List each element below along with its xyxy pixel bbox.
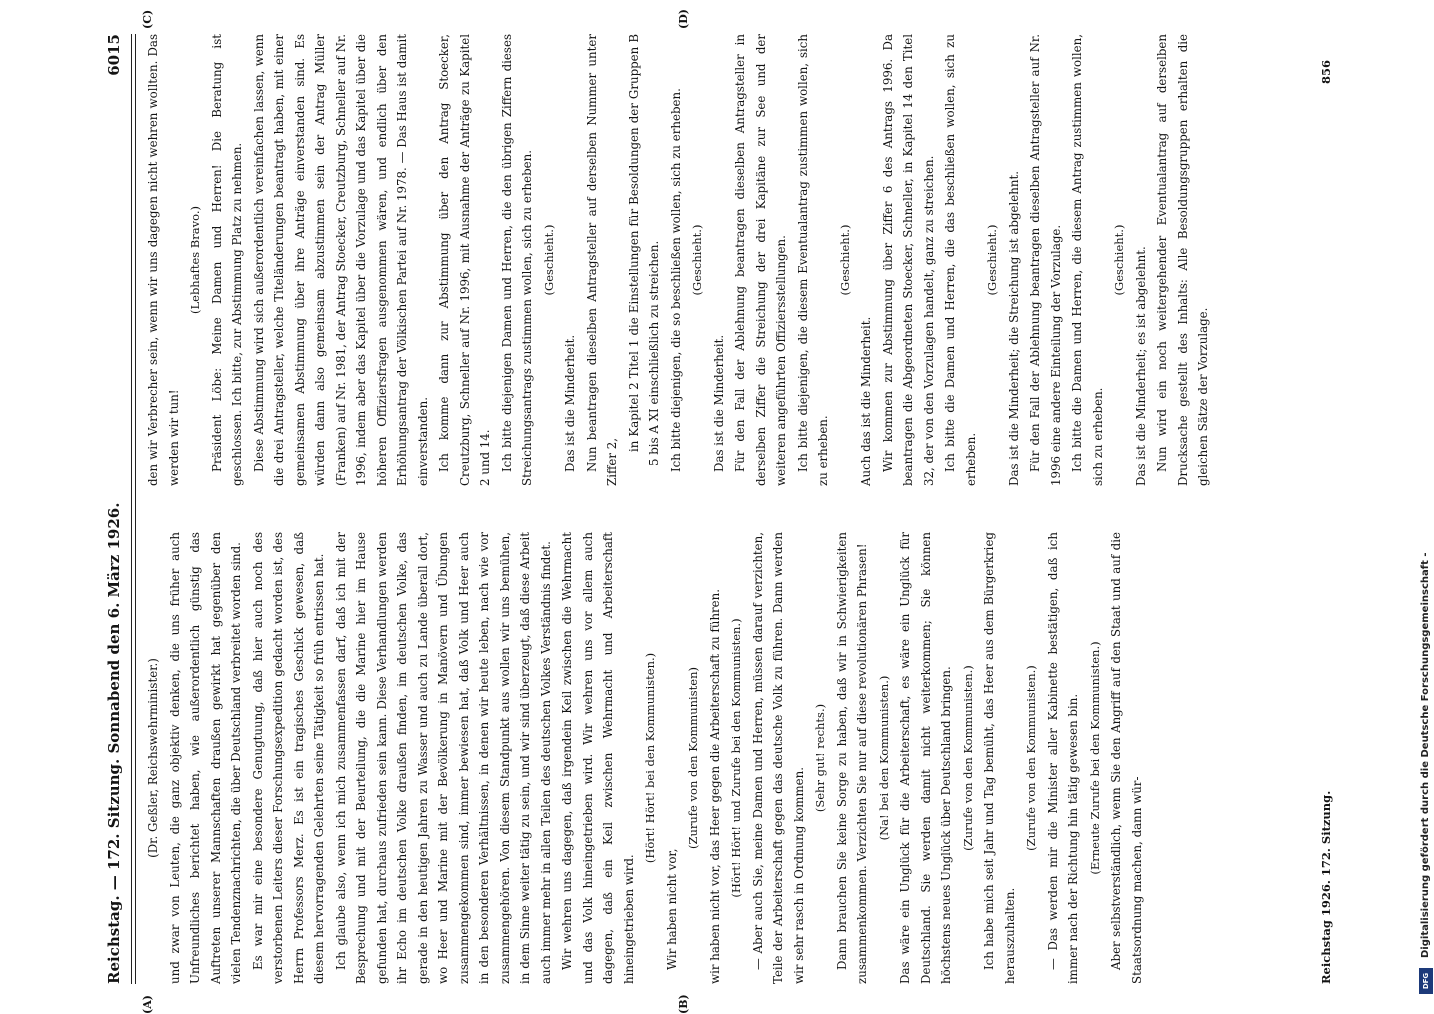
margin-mark-b: (B) [677, 994, 690, 1014]
paragraph: Nun beantragen dieselben Antragsteller auf derselben Nummer unter Ziffer 2, [584, 34, 619, 486]
paragraph: Ich bitte diejenigen, die diesem Eventualantrag zustimmen wollen, sich zu erheben. [795, 34, 830, 486]
paragraph: Wir wehren uns dagegen, daß irgendein Keil zwischen die Wehrmacht und das Volk hineingetrieben wird. Wir wehren uns vor allem auch dagegen, daß ein Keil zwischen Wehrmacht und Arbeiterschaft hineingetrieben wird. [560, 532, 636, 984]
interjection: (Erneute Zurufe bei den Kommunisten.) [1087, 641, 1102, 875]
dfg-logo [1419, 968, 1433, 994]
dfg-logo-text: DFG [1422, 972, 1430, 990]
digitization-credit: Digitalisierung gefördert durch die Deutsche Forschungsgemeinschaft - [1420, 552, 1431, 958]
margin-mark-c: (C) [141, 9, 154, 29]
paragraph: in Kapitel 2 Titel 1 die Einstellungen für Besoldungen der Gruppen B 5 bis A XI einschließlich zu streichen. [626, 34, 661, 466]
paragraph: Aber selbstverständlich, wenn Sie den Angriff auf den Staat und auf die Staatsordnung machen, dann wür- [1109, 532, 1144, 984]
paragraph: Präsident Löbe: Meine Damen und Herren! Die Beratung ist geschlossen. Ich bitte, zur Abstimmung Platz zu nehmen. [209, 34, 244, 486]
paragraph: Für den Fall der Ablehnung beantragen dieselben Antragsteller in derselben Ziffer die Streichung der drei Kapitäne zur See und der weiteren angeführten Offiziersstellungen. [733, 34, 788, 486]
interjection: (Geschieht.) [1112, 224, 1126, 296]
paragraph: Ich bitte diejenigen Damen und Herren, die den übrigen Ziffern dieses Streichungsantrags zustimmen wollen, sich zu erheben. [499, 34, 534, 486]
paragraph: Auch das ist die Minderheit. [859, 316, 873, 486]
interjection: (Geschieht.) [690, 224, 704, 296]
interjection: (Sehr gut! rechts.) [813, 703, 827, 813]
speaker-note: (Dr. Geßler, Reichswehrminister.) [146, 658, 160, 858]
paragraph: Ich bitte diejenigen, die so beschließen wollen, sich zu erheben. [668, 88, 683, 472]
margin-mark-a: (A) [141, 995, 154, 1014]
paragraph: wir haben nicht vor, das Heer gegen die Arbeiterschaft zu führen. [707, 588, 722, 984]
right-column [143, 34, 1313, 486]
interjection: (Hört! Hört! bei den Kommunisten.) [643, 652, 657, 864]
interjection: (Geschieht.) [837, 224, 852, 296]
paragraph: Das ist die Minderheit. [711, 334, 726, 472]
paragraph: Das ist die Minderheit; die Streichung ist abgelehnt. [1006, 171, 1021, 486]
paragraph: Es war mir eine besondere Genugtuung, daß hier auch noch des verstorbenen Leiters dieser Forschungsexpedition gedacht worden ist, des Herrn Professors Merz. Es ist ein tragisches Geschick gewesen, daß diesem hervorragenden Gelehrten seine Tätigkeit so früh entrissen hat. [250, 532, 326, 984]
paragraph: Ich glaube also, wenn ich mich zusammenfassen darf, daß ich mit der Besprechung und mit der Beurteilung, die die Marine hier im Hause gefunden hat, durchaus zufrieden sein kann. Diese Verhandlungen werden ihr Echo im deutschen Volke draußen finden, im deutschen Volke, das gerade in den heutigen Jahren zu Wasser und auch zu Lande überall dort, wo Heer und Marine mit der Bevölkerung in Manövern und Übungen zusammengekommen sind, immer bewiesen hat, daß Volk und Heer auch in den besonderen Verhältnissen, in denen wir heute leben, nach wie vor zusammengehören. Von diesem Standpunkt aus wollen wir uns bemühen, in dem Sinne weiter tätig zu sein, und wir sind überzeugt, daß diese Arbeit auch immer mehr in allen Teilen des deutschen Volkes Verständnis findet. [333, 532, 553, 984]
paragraph: Ich komme dann zur Abstimmung über den Antrag Stoecker, Creutzburg, Schneller auf Nr. 1996, mit Ausnahme der Anträge zu Kapitel 2 und 14. [437, 34, 492, 486]
interjection: (Lebhaftes Bravo.) [188, 206, 202, 314]
header-rule [131, 34, 132, 984]
running-head: Reichstag. — 172. Sitzung. Sonnabend den 6. März 1926. [105, 502, 123, 984]
paragraph: — Aber auch Sie, meine Damen und Herren, müssen darauf verzichten, Teile der Arbeiterschaft gegen das deutsche Volk zu führen. Dann werden wir sehr rasch in Ordnung kommen. [750, 532, 806, 984]
page-footer-number: 856 [1319, 59, 1333, 84]
paragraph: Das ist die Minderheit. [563, 334, 577, 472]
paragraph: und zwar von Leuten, die ganz objektiv denken, die uns früher auch Unfreundliches berichtet haben, wie außerordentlich günstig das Auftreten unserer Mannschaften draußen gewirkt hat gegenüber den vielen Tendenznachrichten, die über Deutschland verbreitet worden sind. [167, 532, 243, 984]
paragraph: Wir kommen zur Abstimmung über Ziffer 6 des Antrags 1996. Da beantragen die Abgeordneten Stoecker, Schneller, in Kapitel 14 den Titel 32, der von den Vorzulagen handelt, ganz zu streichen. [880, 34, 936, 486]
rotated-page-content [95, 9, 1345, 1014]
paragraph: Ich habe mich seit Jahr und Tag bemüht, das Heer aus dem Bürgerkrieg herauszuhalten. [982, 532, 1017, 984]
paragraph: Diese Abstimmung wird sich außerordentlich vereinfachen lassen, wenn die drei Antragsteller, welche Titeländerungen beantragt haben, mit einer gemeinsamen Abstimmung über ihre Anträge einverstanden sind. Es würden dann also gemeinsam abzustimmen sein der Antrag Müller (Franken) auf Nr. 1981, der Antrag Stoecker, Creutzburg, Schneller auf Nr. 1996, indem aber das Kapitel über die Vorzulage und das Kapitel über die höheren Offiziersfragen ausgenommen wären, und endlich über den Erhöhungsantrag der Völkischen Partei auf Nr. 1978. — Das Haus ist damit einverstanden. [251, 34, 430, 486]
interjection: (Na! bei den Kommunisten.) [876, 675, 891, 841]
page-number: 6015 [105, 34, 123, 76]
paragraph: den wir Verbrecher sein, wenn wir uns dagegen nicht wehren wollten. Das werden wir tun! [146, 34, 181, 486]
paragraph: Für den Fall der Ablehnung beantragen dieselben Antragsteller auf Nr. 1996 eine andere Einteilung der Vorzulage. [1028, 34, 1063, 486]
paragraph: Ich bitte die Damen und Herren, die diesem Antrag zustimmen wollen, sich zu erheben. [1070, 34, 1105, 486]
paragraph: — Das werden mir die Minister aller Kabinette bestätigen, daß ich immer nach der Richtung hin tätig gewesen bin. [1045, 532, 1080, 984]
paragraph: Das ist die Minderheit; es ist abgelehnt. [1133, 246, 1148, 486]
interjection: (Hört! Hört! und Zurufe bei den Kommunisten.) [729, 618, 743, 898]
left-column [143, 532, 1313, 984]
interjection: (Zurufe von den Kommunisten.) [1024, 665, 1038, 851]
paragraph: Nun wird ein noch weitergehender Eventualantrag auf derselben Drucksache gestellt des Inhalts: Alle Besoldungsgruppen erhalten die gleichen Sätze der Vorzulage. [1155, 34, 1210, 486]
interjection: (Geschieht.) [541, 224, 556, 296]
interjection: (Geschieht.) [985, 224, 999, 296]
page-footer-left: Reichstag 1926. 172. Sitzung. [1319, 790, 1333, 984]
paragraph: Dann brauchen Sie keine Sorge zu haben, daß wir in Schwierigkeiten zusammenkommen. Verzichten Sie nur auf diese revolutionären Phrasen! [834, 532, 869, 984]
page-header [95, 34, 135, 984]
margin-mark-d: (D) [677, 9, 690, 29]
interjection: (Zurufe von den Kommunisten.) [960, 665, 975, 851]
paragraph: Wir haben nicht vor, [664, 848, 679, 970]
paragraph: Ich bitte die Damen und Herren, die das beschließen wollen, sich zu erheben. [943, 34, 978, 486]
header-rule-2 [135, 34, 136, 984]
paragraph: Das wäre ein Unglück für die Arbeiterschaft, es wäre ein Unglück für Deutschland. Sie werden damit nicht weiterkommen; Sie können höchstens neues Unglück über Deutschland bringen. [898, 532, 953, 984]
interjection: (Zurufe von den Kommunisten) [686, 667, 700, 849]
